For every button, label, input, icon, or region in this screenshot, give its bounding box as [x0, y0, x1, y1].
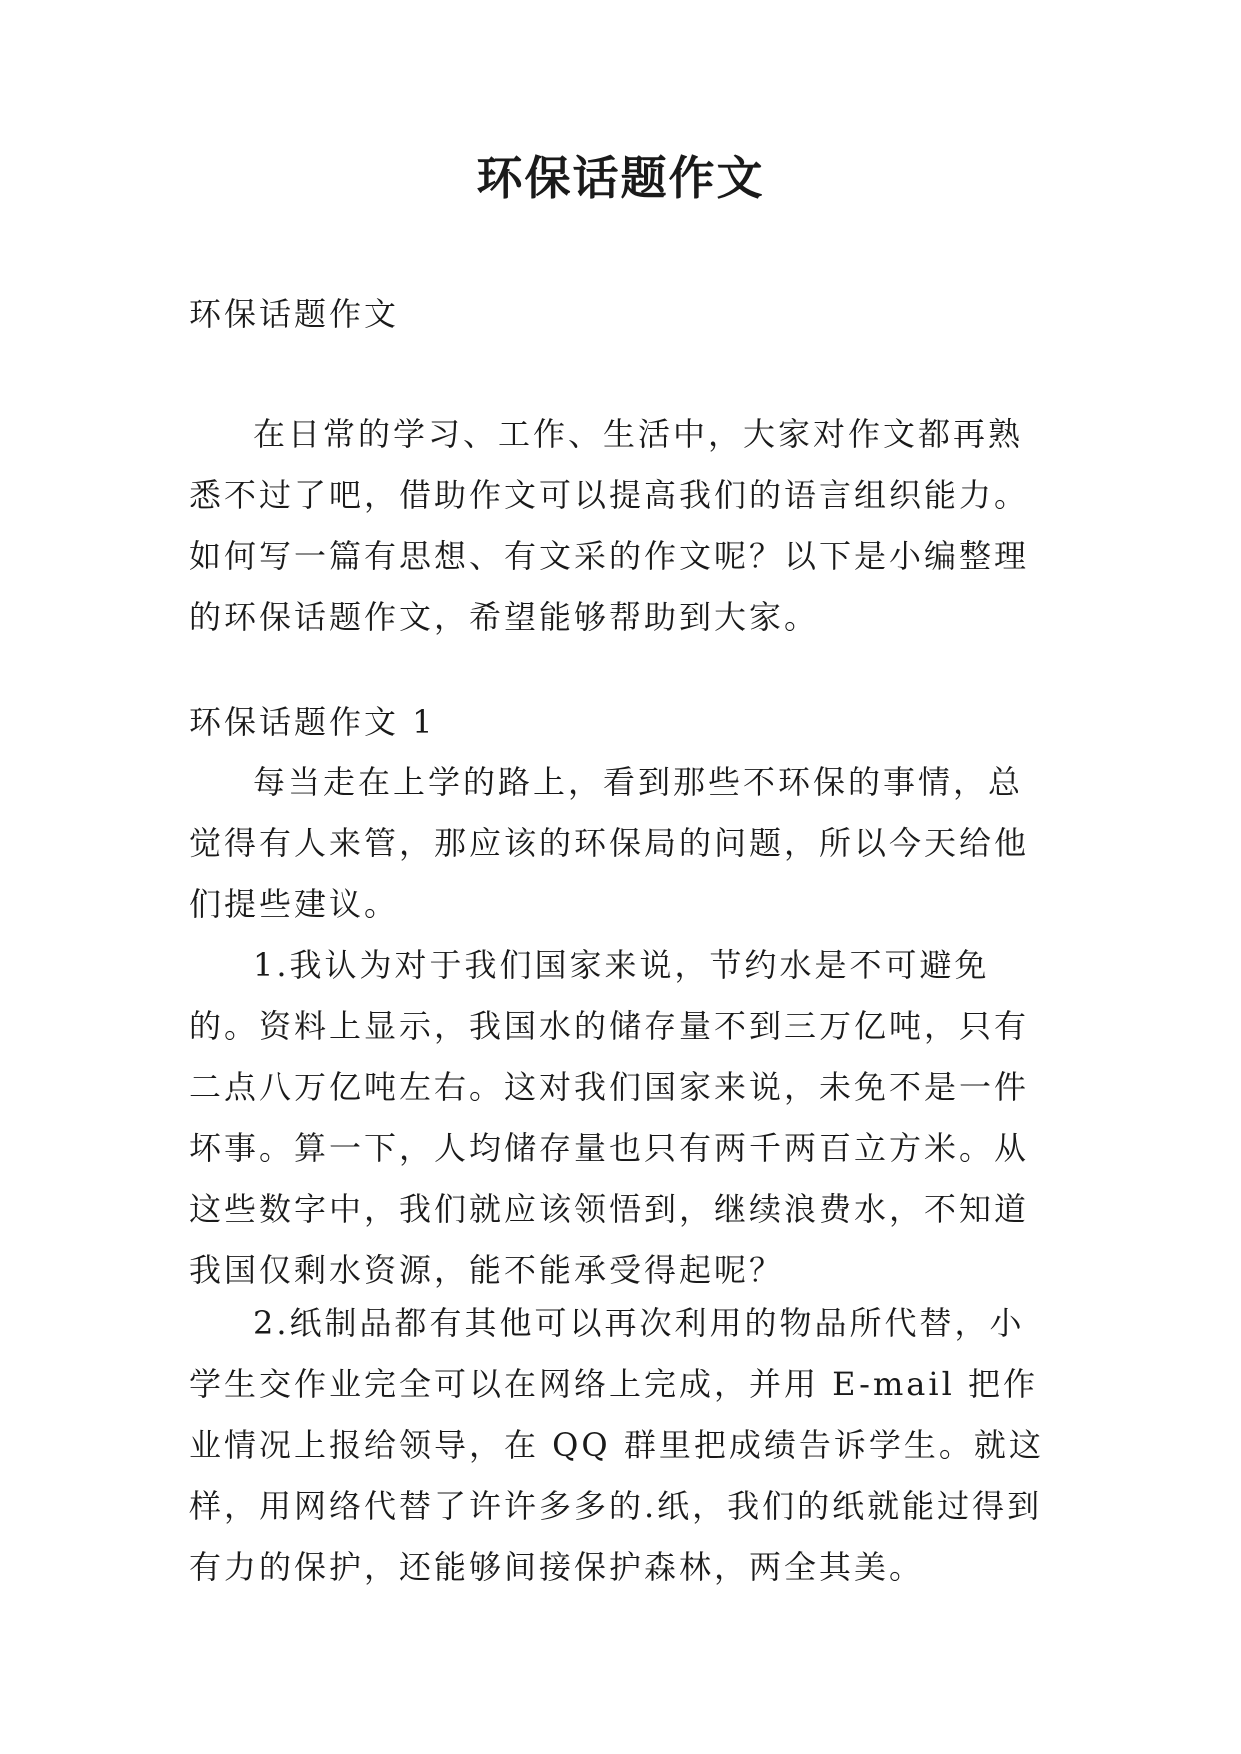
section-paragraph: 1.我认为对于我们国家来说，节约水是不可避免的。资料上显示，我国水的储存量不到三万亿吨，只有二点八万亿吨左右。这对我们国家来说，未免不是一件坏事。算一下，人均储存量也只有两千两百立方米。从这些数字中，我们就应该领悟到，继续浪费水，不知道我国仅剩水资源，能不能承受得起呢？ [189, 946, 1030, 1289]
section-paragraph: 每当走在上学的路上，看到那些不环保的事情，总觉得有人来管，那应该的环保局的问题，所以今天给他们提些建议。 [189, 763, 1030, 923]
intro-paragraph: 在日常的学习、工作、生活中，大家对作文都再熟悉不过了吧，借助作文可以提高我们的语言组织能力。如何写一篇有思想、有文采的作文呢？以下是小编整理的环保话题作文，希望能够帮助到大家。 [189, 415, 1030, 636]
page-title: 环保话题作文 [476, 151, 765, 205]
section-heading: 环保话题作文 1 [189, 703, 436, 741]
section-paragraph: 2.纸制品都有其他可以再次利用的物品所代替，小学生交作业完全可以在网络上完成，并用 E-mail 把作业情况上报给领导，在 QQ 群里把成绩告诉学生。就这样，用网络代替了许许多多的.纸，我们的纸就能过得到有力的保护，还能够间接保护森林，两全其美。 [189, 1304, 1044, 1586]
document-subtitle: 环保话题作文 [189, 295, 400, 333]
